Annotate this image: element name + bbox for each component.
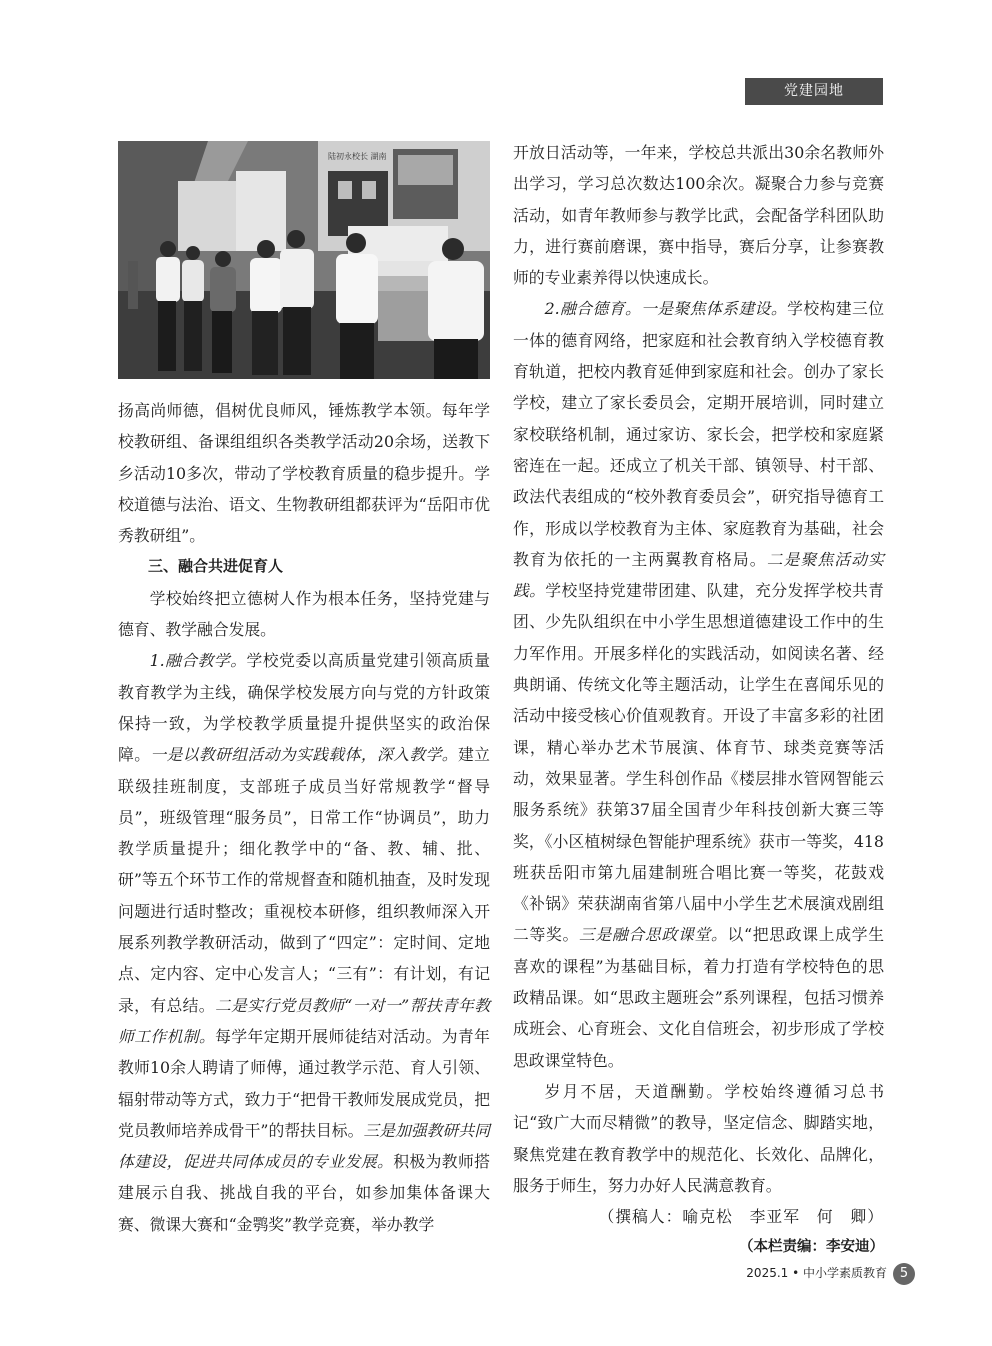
text-segment: 以“把思政课上成学生喜欢的课程”为基础目标，着力打造有学校特色的思政精品课。如“思政主题班会”系列课程，包括习惯养成班会、心育班会、文化自信班会，初步形成了学校思政课堂特色。	[513, 925, 884, 1070]
left-paragraph-1: 扬高尚师德，倡树优良师风，锤炼教学本领。每年学校教研组、备课组组织各类教学活动20余场，送教下乡活动10多次，带动了学校教育质量的稳步提升。学校道德与法治、语文、生物教研组都获评为“岳阳市优秀教研组”。	[118, 401, 490, 546]
right-paragraph-3: 岁月不居，天道酬勤。学校始终遵循习总书记“致广大而尽精微”的教导，坚定信念、脚踏实地，聚焦党建在教育教学中的规范化、长效化、品牌化，服务于师生，努力办好人民满意教育。	[513, 1081, 884, 1195]
subheading-moral-education: 2.融合德育。一是聚焦体系建设。	[544, 299, 788, 319]
emphasis-segment: 一是以教研组活动为实践载体，深入教学。	[150, 745, 458, 765]
exhibition-photo	[118, 141, 490, 379]
subheading-integrated-teaching: 1.融合教学。	[149, 651, 247, 671]
issue-info: 2025.1 • 中小学素质教育	[746, 1266, 887, 1280]
right-column	[513, 137, 884, 1264]
page-number: 5	[893, 1263, 915, 1285]
text-segment: 学校坚持党建带团建、队建，充分发挥学校共青团、少先队组织在中小学生思想道德建设工作中的生力军作用。开展多样化的实践活动，如阅读名著、经典朗诵、传统文化等主题活动，让学生在喜闻乐见的活动中接受核心价值观教育。开设了丰富多彩的社团课，精心举办艺术节展演、体育节、球类竞赛等活动，效果显著。学生科创作品《楼层排水管网智能云服务系统》获第37届全国青少年科技创新大赛三等奖，《小区植树绿色智能护理系统》获市一等奖，418班获岳阳市第九届建制班合唱比赛一等奖，花鼓戏《补锅》荣获湖南省第八届中小学生艺术展演戏剧组二等奖。	[513, 581, 884, 945]
text-segment: 学校党委以高质量党建引领高质量教育教学为主线，确保学校发展方向与党的方针政策保持一致，为学校教学质量提升提供坚实的政治保障。	[118, 651, 490, 765]
text-segment: 积极为教师搭建展示自我、挑战自我的平台，如参加集体备课大赛、微课大赛和“金鹗奖”教学竞赛，举办教学	[118, 1152, 490, 1234]
right-paragraph-2	[513, 293, 884, 1075]
left-paragraph-2: 学校始终把立德树人作为根本任务，坚持党建与德育、教学融合发展。	[118, 588, 490, 640]
emphasis-segment: 二是聚焦活动实践。	[513, 549, 884, 601]
section-heading-3: 三、融合共进促育人	[148, 557, 284, 576]
emphasis-segment: 三是融合思政课堂。	[578, 925, 728, 945]
section-tag: 党建园地	[745, 78, 883, 105]
left-paragraph-3	[118, 645, 490, 1240]
left-column	[118, 395, 490, 1240]
right-paragraph-1: 开放日活动等，一年来，学校总共派出30余名教师外出学习，学习总次数达100余次。凝聚合力参与竞赛活动，如青年教师参与教学比武，会配备学科团队助力，进行赛前磨课，赛中指导，赛后分享，让参赛教师的专业素养得以快速成长。	[513, 143, 884, 288]
text-segment: 学校构建三位一体的德育网络，把家庭和社会教育纳入学校德育教育轨道，把校内教育延伸到家庭和社会。创办了家长学校，建立了家长委员会，定期开展培训，同时建立家校联络机制，通过家访、家长会，把学校和家庭紧密连在一起。还成立了机关干部、镇领导、村干部、政法代表组成的“校外教育委员会”，研究指导德育工作，形成以学校教育为主体、家庭教育为基础，社会教育为依托的一主两翼教育格局。	[513, 299, 884, 569]
text-segment: 建立联级挂班制度，支部班子成员当好常规教学“督导员”，班级管理“服务员”，日常工作“协调员”，助力教学质量提升；细化教学中的“备、教、辅、批、研”等五个环节工作的常规督查和随机抽查，及时发现问题进行适时整改；重视校本研修，组织教师深入开展系列教学教研活动，做到了“四定”：定时间、定地点、定内容、定中心发言人；“三有”：有计划，有记录，有总结。	[118, 745, 490, 1015]
board-caption: 陆初永校长 湖南	[328, 152, 387, 161]
text-segment: 每学年定期开展师徒结对活动。为青年教师10余人聘请了师傅，通过教学示范、育人引领、辐射带动等方式，致力于“把骨干教师发展成党员，把党员教师培养成骨干”的帮扶目标。	[118, 1026, 490, 1140]
editor-credit: （本栏责编：李安迪）	[739, 1239, 884, 1256]
emphasis-segment: 三是加强教研共同体建设，促进共同体成员的专业发展。	[118, 1120, 490, 1172]
author-credit: （撰稿人：喻克松 李亚军 何 卿）	[598, 1207, 884, 1227]
emphasis-segment: 二是实行党员教师“一对一”帮扶青年教师工作机制。	[118, 995, 490, 1046]
